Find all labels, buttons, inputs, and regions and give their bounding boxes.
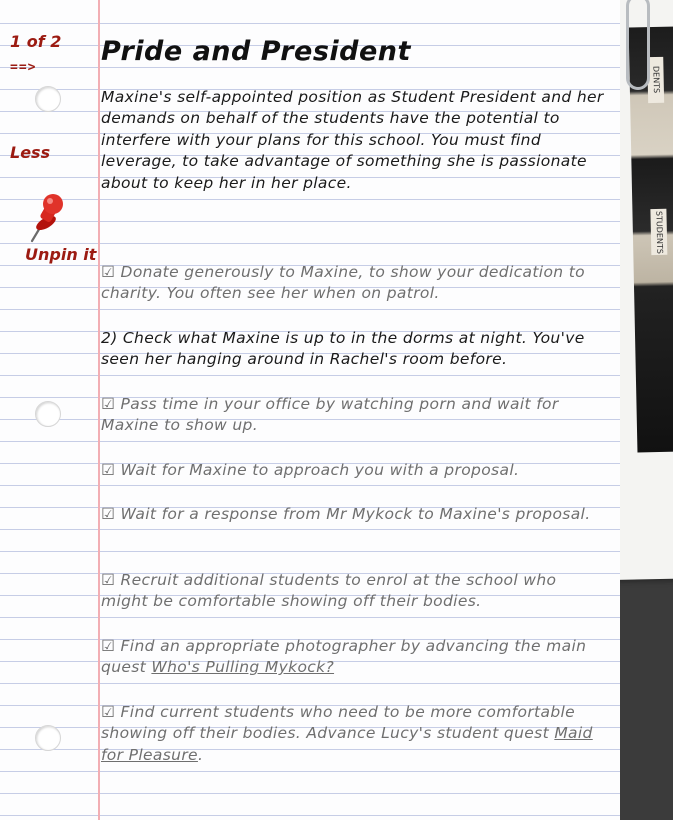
task-text: Donate generously to Maxine, to show your dedication to charity. You often see her when on patrol. bbox=[101, 263, 585, 303]
binder-hole bbox=[35, 401, 61, 427]
checkbox-checked-icon: ☑ bbox=[101, 703, 116, 721]
quest-task-completed bbox=[101, 460, 606, 481]
paperclip-icon bbox=[626, 0, 650, 90]
quest-task-completed bbox=[101, 702, 606, 766]
quest-link[interactable]: Maid for Pleasure bbox=[101, 724, 593, 764]
checkbox-checked-icon: ☑ bbox=[101, 505, 116, 523]
checkbox-checked-icon: ☑ bbox=[101, 263, 116, 281]
page-indicator: 1 of 2 bbox=[10, 32, 62, 51]
task-text: Find an appropriate photographer by advancing the main quest bbox=[101, 637, 587, 677]
checkbox-checked-icon: ☑ bbox=[101, 637, 116, 655]
quest-task-completed bbox=[101, 636, 606, 679]
task-text-end: . bbox=[197, 745, 204, 764]
margin-line bbox=[98, 0, 100, 820]
photo-label: STUDENTS bbox=[650, 209, 667, 255]
binder-hole bbox=[35, 725, 61, 751]
quest-description: Maxine's self-appointed position as Student President and her demands on behalf of the students have the potential to interfere with your plans for this school. You must find leverage, to take advantage of something she is passionate about to keep her in her place. bbox=[101, 88, 604, 192]
task-text: Recruit additional students to enrol at the school who might be comfortable showing off their bodies. bbox=[101, 571, 557, 611]
quest-task-completed bbox=[101, 570, 606, 613]
task-text: Find current students who need to be more comfortable showing off their bodies. Advance Lucy's student quest bbox=[101, 703, 576, 743]
pushpin-icon[interactable] bbox=[28, 193, 68, 243]
quest-link[interactable]: Who's Pulling Mykock? bbox=[151, 658, 335, 677]
checkbox-checked-icon: ☑ bbox=[101, 395, 116, 413]
checkbox-checked-icon: ☑ bbox=[101, 461, 116, 479]
quest-task-completed bbox=[101, 262, 606, 305]
next-page-arrow[interactable]: ==> bbox=[10, 60, 37, 75]
binder-hole bbox=[35, 86, 61, 112]
task-text: Wait for a response from Mr Mykock to Maxine's proposal. bbox=[120, 505, 591, 523]
photo-label: DENTS bbox=[647, 57, 664, 103]
quest-title: Pride and President bbox=[101, 36, 411, 67]
unpin-button[interactable]: Unpin it bbox=[25, 245, 97, 264]
quest-task-active: 2) Check what Maxine is up to in the dorms at night. You've seen her hanging around in Rachel's room before. bbox=[101, 329, 585, 369]
task-text: Wait for Maxine to approach you with a proposal. bbox=[120, 461, 520, 479]
quest-task-completed bbox=[101, 504, 606, 525]
quest-task-completed bbox=[101, 394, 606, 437]
less-button[interactable]: Less bbox=[10, 143, 51, 162]
task-text: Pass time in your office by watching porn and wait for Maxine to show up. bbox=[101, 395, 559, 435]
checkbox-checked-icon: ☑ bbox=[101, 571, 116, 589]
